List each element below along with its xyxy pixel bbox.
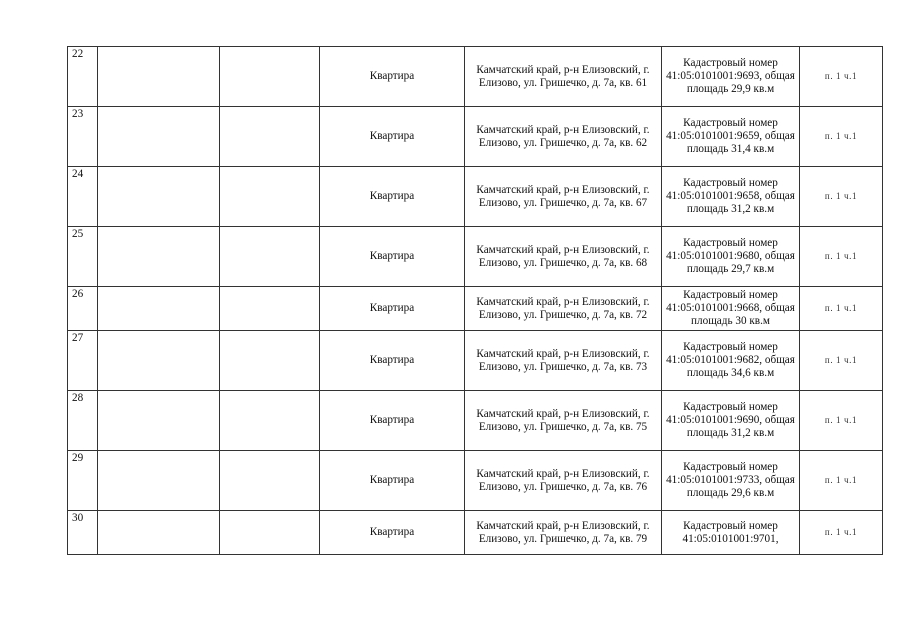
property-details: Кадастровый номер 41:05:0101001:9701, xyxy=(662,511,800,555)
empty-cell xyxy=(220,227,320,287)
row-number: 27 xyxy=(68,331,98,391)
table-row xyxy=(68,227,883,287)
empty-cell xyxy=(98,227,220,287)
legal-basis: п. 1 ч.1 xyxy=(800,451,883,511)
empty-cell xyxy=(220,287,320,331)
empty-cell xyxy=(220,47,320,107)
property-details: Кадастровый номер 41:05:0101001:9693, общая площадь 29,9 кв.м xyxy=(662,47,800,107)
property-details: Кадастровый номер 41:05:0101001:9682, общая площадь 34,6 кв.м xyxy=(662,331,800,391)
empty-cell xyxy=(220,167,320,227)
empty-cell xyxy=(220,331,320,391)
property-type: Квартира xyxy=(320,287,465,331)
row-number: 24 xyxy=(68,167,98,227)
property-type: Квартира xyxy=(320,107,465,167)
empty-cell xyxy=(98,287,220,331)
row-number: 29 xyxy=(68,451,98,511)
property-address: Камчатский край, р-н Елизовский, г. Елизово, ул. Гришечко, д. 7а, кв. 75 xyxy=(465,391,662,451)
property-type: Квартира xyxy=(320,331,465,391)
legal-basis: п. 1 ч.1 xyxy=(800,167,883,227)
empty-cell xyxy=(98,511,220,555)
table-row xyxy=(68,511,883,555)
empty-cell xyxy=(98,107,220,167)
row-number: 30 xyxy=(68,511,98,555)
table-row xyxy=(68,391,883,451)
property-address: Камчатский край, р-н Елизовский, г. Елизово, ул. Гришечко, д. 7а, кв. 62 xyxy=(465,107,662,167)
legal-basis: п. 1 ч.1 xyxy=(800,287,883,331)
empty-cell xyxy=(220,391,320,451)
property-details: Кадастровый номер 41:05:0101001:9690, общая площадь 31,2 кв.м xyxy=(662,391,800,451)
property-address: Камчатский край, р-н Елизовский, г. Елизово, ул. Гришечко, д. 7а, кв. 67 xyxy=(465,167,662,227)
empty-cell xyxy=(98,451,220,511)
legal-basis: п. 1 ч.1 xyxy=(800,227,883,287)
empty-cell xyxy=(98,391,220,451)
property-details: Кадастровый номер 41:05:0101001:9659, общая площадь 31,4 кв.м xyxy=(662,107,800,167)
property-address: Камчатский край, р-н Елизовский, г. Елизово, ул. Гришечко, д. 7а, кв. 61 xyxy=(465,47,662,107)
empty-cell xyxy=(98,47,220,107)
legal-basis: п. 1 ч.1 xyxy=(800,331,883,391)
property-type: Квартира xyxy=(320,227,465,287)
table-row xyxy=(68,107,883,167)
property-type: Квартира xyxy=(320,47,465,107)
property-type: Квартира xyxy=(320,451,465,511)
legal-basis: п. 1 ч.1 xyxy=(800,107,883,167)
legal-basis: п. 1 ч.1 xyxy=(800,391,883,451)
table-row xyxy=(68,47,883,107)
property-type: Квартира xyxy=(320,167,465,227)
property-table xyxy=(67,46,883,555)
property-details: Кадастровый номер 41:05:0101001:9658, общая площадь 31,2 кв.м xyxy=(662,167,800,227)
property-address: Камчатский край, р-н Елизовский, г. Елизово, ул. Гришечко, д. 7а, кв. 68 xyxy=(465,227,662,287)
table-row xyxy=(68,287,883,331)
property-address: Камчатский край, р-н Елизовский, г. Елизово, ул. Гришечко, д. 7а, кв. 73 xyxy=(465,331,662,391)
row-number: 23 xyxy=(68,107,98,167)
table-row xyxy=(68,167,883,227)
property-type: Квартира xyxy=(320,391,465,451)
empty-cell xyxy=(98,331,220,391)
property-details: Кадастровый номер 41:05:0101001:9733, общая площадь 29,6 кв.м xyxy=(662,451,800,511)
empty-cell xyxy=(220,107,320,167)
property-address: Камчатский край, р-н Елизовский, г. Елизово, ул. Гришечко, д. 7а, кв. 72 xyxy=(465,287,662,331)
legal-basis: п. 1 ч.1 xyxy=(800,511,883,555)
row-number: 25 xyxy=(68,227,98,287)
table-row xyxy=(68,331,883,391)
empty-cell xyxy=(220,511,320,555)
property-details: Кадастровый номер 41:05:0101001:9680, общая площадь 29,7 кв.м xyxy=(662,227,800,287)
property-address: Камчатский край, р-н Елизовский, г. Елизово, ул. Гришечко, д. 7а, кв. 79 xyxy=(465,511,662,555)
row-number: 22 xyxy=(68,47,98,107)
property-type: Квартира xyxy=(320,511,465,555)
row-number: 26 xyxy=(68,287,98,331)
row-number: 28 xyxy=(68,391,98,451)
legal-basis: п. 1 ч.1 xyxy=(800,47,883,107)
property-details: Кадастровый номер 41:05:0101001:9668, общая площадь 30 кв.м xyxy=(662,287,800,331)
empty-cell xyxy=(220,451,320,511)
table-row xyxy=(68,451,883,511)
property-address: Камчатский край, р-н Елизовский, г. Елизово, ул. Гришечко, д. 7а, кв. 76 xyxy=(465,451,662,511)
empty-cell xyxy=(98,167,220,227)
